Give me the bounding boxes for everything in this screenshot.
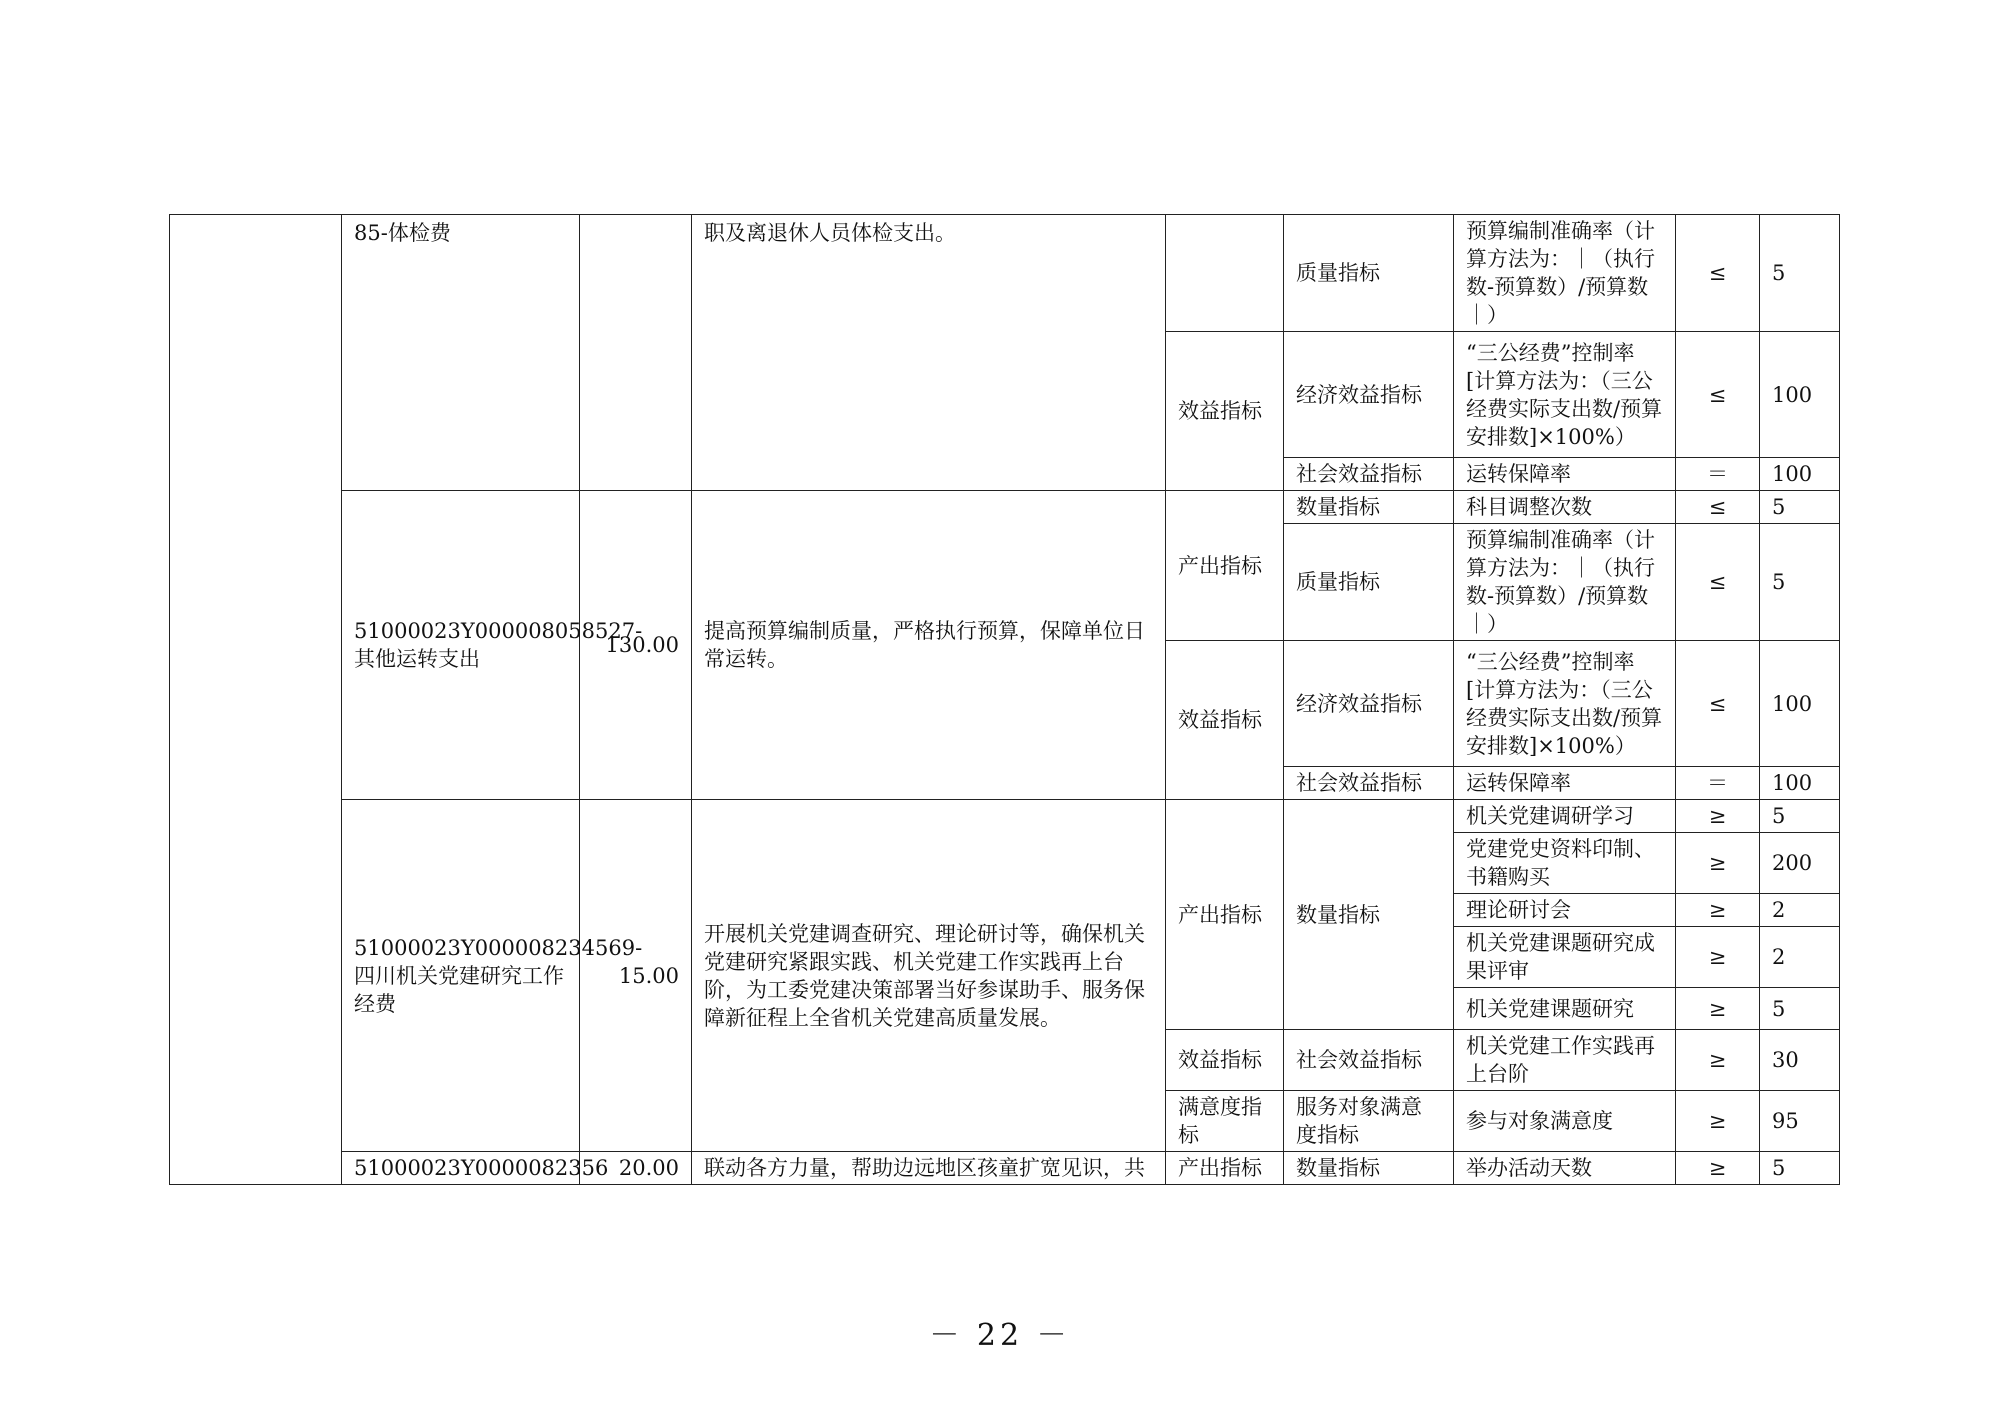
indicator-metric-cell: 科目调整次数 — [1454, 491, 1676, 524]
indicator-target-cell: 5 — [1760, 524, 1840, 641]
indicator-operator-cell: ≤ — [1676, 215, 1760, 332]
indicator-target-cell: 95 — [1760, 1091, 1840, 1152]
project-code-cell: 85-体检费 — [342, 215, 580, 491]
indicator-level1-cell: 满意度指标 — [1166, 1091, 1284, 1152]
indicator-level1-cell: 产出指标 — [1166, 800, 1284, 1030]
indicator-operator-cell: ≥ — [1676, 833, 1760, 894]
indicator-operator-cell: ≥ — [1676, 1152, 1760, 1185]
performance-indicator-table — [169, 214, 1840, 1185]
indicator-level2-cell: 社会效益指标 — [1284, 1030, 1454, 1091]
indicator-target-cell: 100 — [1760, 332, 1840, 458]
project-description-cell: 职及离退休人员体检支出。 — [692, 215, 1166, 491]
table-row — [170, 215, 1840, 332]
indicator-target-cell: 30 — [1760, 1030, 1840, 1091]
indicator-metric-cell: 运转保障率 — [1454, 767, 1676, 800]
indicator-target-cell: 2 — [1760, 927, 1840, 988]
indicator-metric-cell: 预算编制准确率（计算方法为：｜（执行数-预算数）/预算数｜） — [1454, 524, 1676, 641]
indicator-metric-cell: 参与对象满意度 — [1454, 1091, 1676, 1152]
indicator-level2-cell: 社会效益指标 — [1284, 458, 1454, 491]
project-amount-cell: 15.00 — [580, 800, 692, 1152]
indicator-level2-cell: 数量指标 — [1284, 800, 1454, 1030]
project-code-cell: 51000023Y000008234569-四川机关党建研究工作经费 — [342, 800, 580, 1152]
indicator-metric-cell: 机关党建调研学习 — [1454, 800, 1676, 833]
indicator-target-cell: 100 — [1760, 641, 1840, 767]
page-number: － 22 － — [929, 1318, 1071, 1353]
indicator-level2-cell: 经济效益指标 — [1284, 332, 1454, 458]
indicator-operator-cell: ≥ — [1676, 927, 1760, 988]
indicator-level1-cell — [1166, 215, 1284, 332]
project-amount-cell — [580, 215, 692, 491]
indicator-target-cell: 100 — [1760, 767, 1840, 800]
project-code-cell: 51000023Y000008058527-其他运转支出 — [342, 491, 580, 800]
indicator-level2-cell: 质量指标 — [1284, 524, 1454, 641]
indicator-operator-cell: ≤ — [1676, 524, 1760, 641]
indicator-metric-cell: 运转保障率 — [1454, 458, 1676, 491]
indicator-metric-cell: 举办活动天数 — [1454, 1152, 1676, 1185]
indicator-level1-cell: 效益指标 — [1166, 332, 1284, 491]
indicator-level2-cell: 经济效益指标 — [1284, 641, 1454, 767]
indicator-operator-cell: ≥ — [1676, 1030, 1760, 1091]
indicator-metric-cell: 机关党建工作实践再上台阶 — [1454, 1030, 1676, 1091]
indicator-level2-cell: 服务对象满意度指标 — [1284, 1091, 1454, 1152]
indicator-operator-cell: ≤ — [1676, 491, 1760, 524]
indicator-target-cell: 100 — [1760, 458, 1840, 491]
indicator-target-cell: 5 — [1760, 1152, 1840, 1185]
project-description-cell: 联动各方力量，帮助边远地区孩童扩宽见识，共 — [692, 1152, 1166, 1185]
indicator-operator-cell: ＝ — [1676, 458, 1760, 491]
indicator-target-cell: 2 — [1760, 894, 1840, 927]
indicator-metric-cell: 机关党建课题研究成果评审 — [1454, 927, 1676, 988]
indicator-operator-cell: ≤ — [1676, 641, 1760, 767]
indicator-metric-cell: “三公经费”控制率[计算方法为：（三公经费实际支出数/预算安排数]×100%） — [1454, 641, 1676, 767]
indicator-metric-cell: 预算编制准确率（计算方法为：｜（执行数-预算数）/预算数｜） — [1454, 215, 1676, 332]
indicator-operator-cell: ≥ — [1676, 800, 1760, 833]
indicator-metric-cell: 党建党史资料印制、书籍购买 — [1454, 833, 1676, 894]
unit-column-cell — [170, 215, 342, 1185]
indicator-operator-cell: ＝ — [1676, 767, 1760, 800]
project-description-cell: 提高预算编制质量，严格执行预算，保障单位日常运转。 — [692, 491, 1166, 800]
project-description-cell: 开展机关党建调查研究、理论研讨等，确保机关党建研究紧跟实践、机关党建工作实践再上台阶，为工委党建决策部署当好参谋助手、服务保障新征程上全省机关党建高质量发展。 — [692, 800, 1166, 1152]
indicator-level1-cell: 效益指标 — [1166, 641, 1284, 800]
indicator-level1-cell: 产出指标 — [1166, 491, 1284, 641]
indicator-target-cell: 5 — [1760, 491, 1840, 524]
indicator-level1-cell: 效益指标 — [1166, 1030, 1284, 1091]
indicator-metric-cell: 机关党建课题研究 — [1454, 988, 1676, 1030]
table-row — [170, 800, 1840, 833]
indicator-metric-cell: “三公经费”控制率[计算方法为：（三公经费实际支出数/预算安排数]×100%） — [1454, 332, 1676, 458]
table-row — [170, 491, 1840, 524]
indicator-target-cell: 200 — [1760, 833, 1840, 894]
project-code-cell: 51000023Y0000082356 — [342, 1152, 580, 1185]
indicator-target-cell: 5 — [1760, 800, 1840, 833]
indicator-target-cell: 5 — [1760, 215, 1840, 332]
indicator-operator-cell: ≥ — [1676, 988, 1760, 1030]
indicator-metric-cell: 理论研讨会 — [1454, 894, 1676, 927]
indicator-operator-cell: ≥ — [1676, 894, 1760, 927]
table-row — [170, 1152, 1840, 1185]
indicator-level2-cell: 社会效益指标 — [1284, 767, 1454, 800]
indicator-level1-cell: 产出指标 — [1166, 1152, 1284, 1185]
indicator-operator-cell: ≤ — [1676, 332, 1760, 458]
indicator-target-cell: 5 — [1760, 988, 1840, 1030]
indicator-operator-cell: ≥ — [1676, 1091, 1760, 1152]
project-amount-cell: 130.00 — [580, 491, 692, 800]
indicator-level2-cell: 数量指标 — [1284, 1152, 1454, 1185]
project-amount-cell: 20.00 — [580, 1152, 692, 1185]
indicator-level2-cell: 质量指标 — [1284, 215, 1454, 332]
indicator-level2-cell: 数量指标 — [1284, 491, 1454, 524]
